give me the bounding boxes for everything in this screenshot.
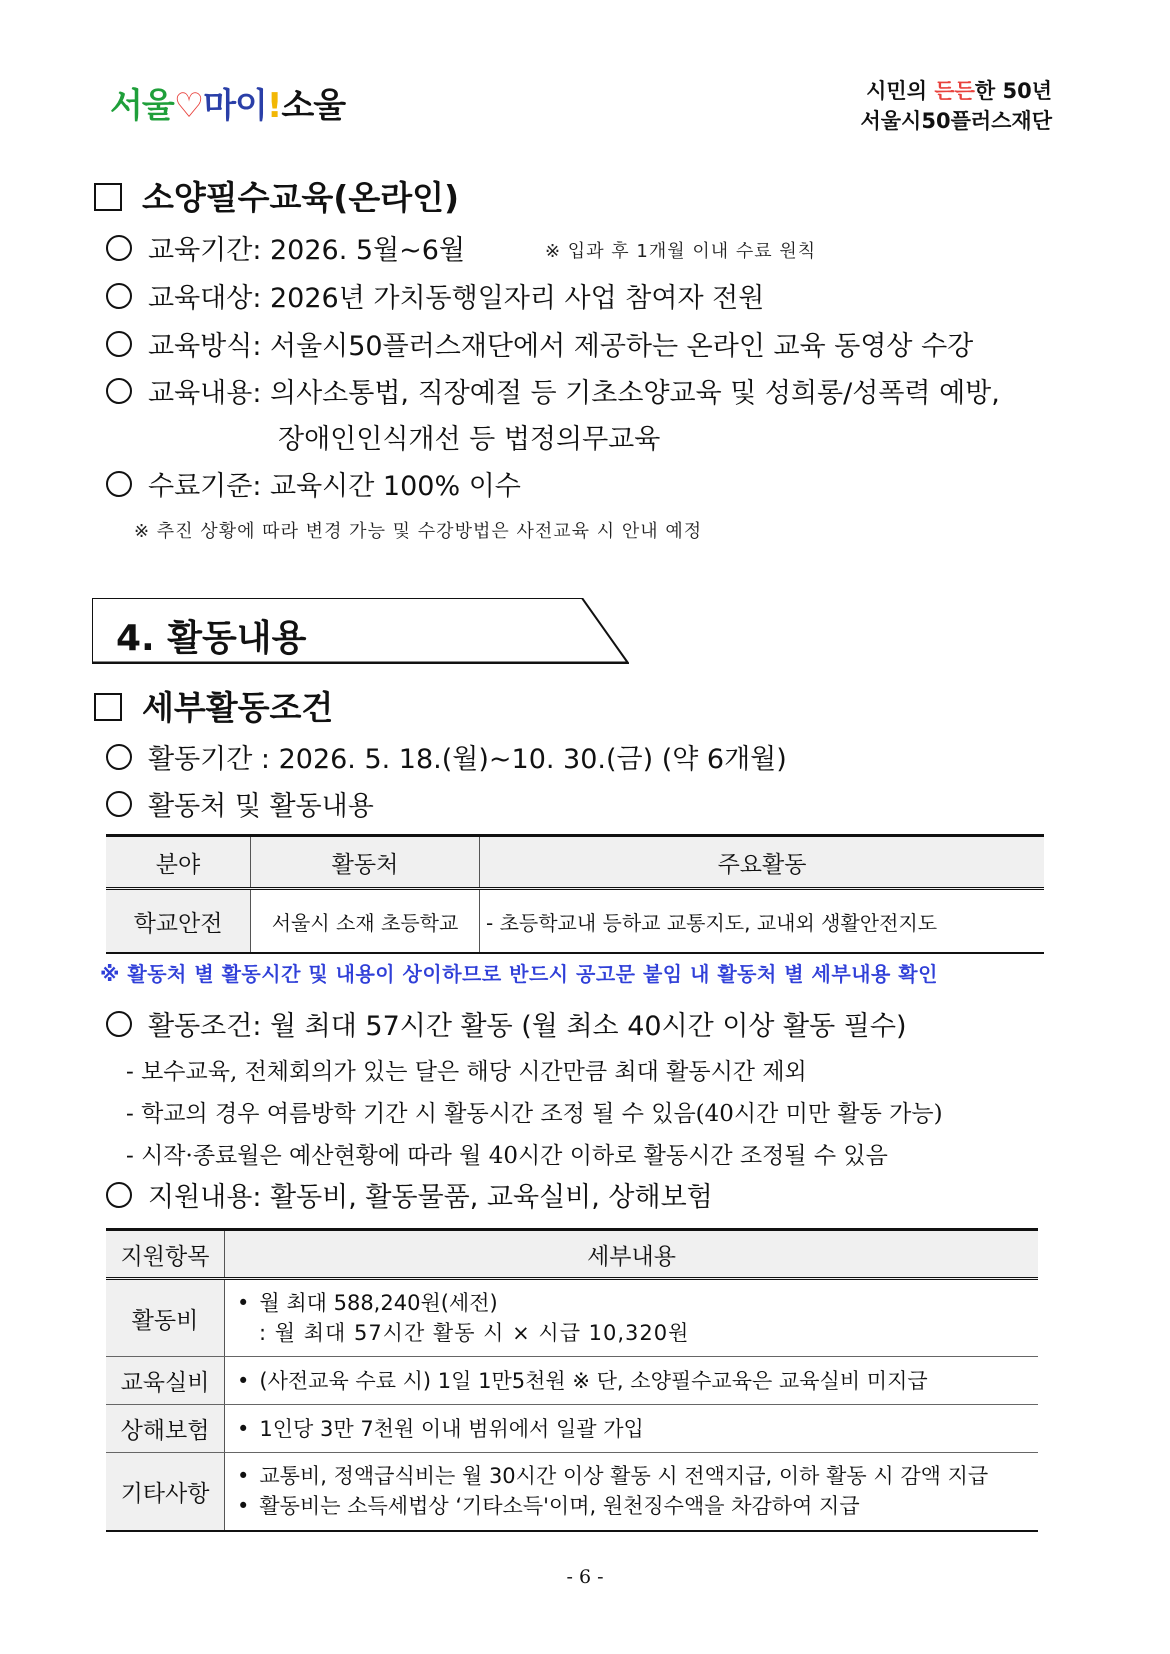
- heart-icon: ♡: [173, 86, 204, 126]
- training-content-continuation: 장애인인식개선 등 법정의무교육: [278, 424, 661, 455]
- detail-conditions-heading: 세부활동조건: [94, 682, 333, 729]
- page-number: - 6 -: [566, 1566, 604, 1588]
- table-row: 교육실비 • (사전교육 수료 시) 1일 1만5천원 ※ 단, 소양필수교육은 교육실비 미지급: [106, 1357, 1038, 1405]
- circle-bullet-icon: [106, 471, 132, 497]
- circle-bullet-icon: [106, 235, 132, 261]
- seoul-my-soul-logo: 서울♡마이!소울: [110, 86, 346, 126]
- circle-bullet-icon: [106, 283, 132, 309]
- training-method: 교육방식: 서울시50플러스재단에서 제공하는 온라인 교육 동영상 수강: [106, 324, 973, 363]
- circle-bullet-icon: [106, 378, 132, 404]
- circle-bullet-icon: [106, 1182, 132, 1208]
- table-row: 학교안전 서울시 소재 초등학교 - 초등학교내 등하교 교통지도, 교내외 생활안전지도: [106, 889, 1044, 954]
- table-row: 기타사항 • 교통비, 정액급식비는 월 30시간 이상 활동 시 전액지급, 이하 활동 시 감액 지급 • 활동비는 소득세법상 ‘기타소득'이며, 원천징수액을 차감하여 지급: [106, 1453, 1038, 1531]
- table-header-row: 지원항목 세부내용: [106, 1230, 1038, 1279]
- support-table: [106, 1228, 1038, 1532]
- places-blue-note: ※ 활동처 별 활동시간 및 내용이 상이하므로 반드시 공고문 붙임 내 활동처 별 세부내용 확인: [100, 962, 938, 986]
- table-header-row: 분야 활동처 주요활동: [106, 836, 1044, 889]
- training-period: 교육기간: 2026. 5월~6월: [106, 228, 465, 267]
- condition-note: - 시작·종료월은 예산현황에 따라 월 40시간 이하로 활동시간 조정될 수 있음: [126, 1143, 888, 1169]
- condition-note: - 보수교육, 전체회의가 있는 달은 해당 시간만큼 최대 활동시간 제외: [126, 1059, 807, 1085]
- table-row: 활동비 • 월 최대 588,240원(세전) : 월 최대 57시간 활동 시 × 시급 10,320원: [106, 1279, 1038, 1357]
- activity-places-table: [106, 834, 1044, 954]
- activity-conditions: 활동조건: 월 최대 57시간 활동 (월 최소 40시간 이상 활동 필수): [106, 1004, 907, 1043]
- section-4-title-box: [92, 598, 629, 664]
- training-heading: 소양필수교육(온라인): [94, 172, 459, 219]
- circle-bullet-icon: [106, 744, 132, 770]
- places-heading: 활동처 및 활동내용: [106, 784, 374, 823]
- support-heading: 지원내용: 활동비, 활동물품, 교육실비, 상해보험: [106, 1175, 713, 1214]
- square-bullet-icon: [94, 693, 122, 721]
- training-footnote: ※ 추진 상황에 따라 변경 가능 및 수강방법은 사전교육 시 안내 예정: [134, 521, 703, 542]
- training-completion: 수료기준: 교육시간 100% 이수: [106, 464, 521, 503]
- circle-bullet-icon: [106, 1011, 132, 1037]
- square-bullet-icon: [94, 183, 122, 211]
- training-period-note: ※ 입과 후 1개월 이내 수료 원칙: [545, 241, 817, 262]
- circle-bullet-icon: [106, 791, 132, 817]
- activity-period: 활동기간 : 2026. 5. 18.(월)~10. 30.(금) (약 6개월): [106, 737, 787, 776]
- foundation-tagline: 시민의 든든한 50년 서울시50플러스재단: [860, 79, 1052, 133]
- training-content: 교육내용: 의사소통법, 직장예절 등 기초소양교육 및 성희롱/성폭력 예방,: [106, 371, 1000, 410]
- training-target: 교육대상: 2026년 가치동행일자리 사업 참여자 전원: [106, 276, 764, 315]
- table-row: 상해보험 • 1인당 3만 7천원 이내 범위에서 일괄 가입: [106, 1405, 1038, 1453]
- circle-bullet-icon: [106, 331, 132, 357]
- condition-note: - 학교의 경우 여름방학 기간 시 활동시간 조정 될 수 있음(40시간 미만 활동 가능): [126, 1101, 943, 1127]
- section-4-title: 4. 활동내용: [116, 618, 307, 659]
